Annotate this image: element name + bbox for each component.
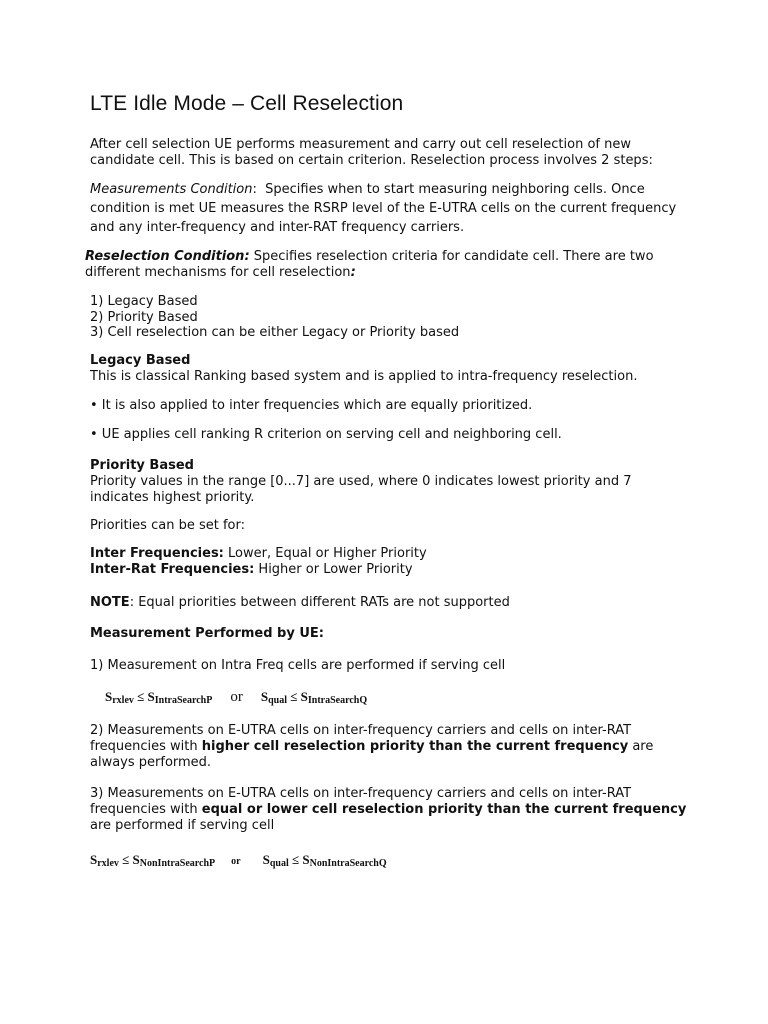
formula-symbol: S: [105, 689, 113, 704]
note-text: : Equal priorities between different RATs are not supported: [129, 595, 510, 610]
formula-subscript: rxlev: [97, 858, 119, 869]
formula-operator: ≤: [118, 852, 133, 867]
page-title: LTE Idle Mode – Cell Reselection: [90, 92, 404, 115]
measurement-heading: Measurement Performed by UE:: [90, 626, 324, 641]
formula-subscript: qual: [268, 695, 287, 706]
formula-symbol: S: [260, 689, 269, 704]
item-3-emphasis: equal or lower cell reselection priority than the current frequency: [201, 802, 687, 817]
formula-subscript: qual: [269, 858, 289, 869]
formula-symbol: S: [90, 852, 98, 867]
formula-symbol: S: [302, 852, 310, 867]
reselection-condition-colon: :: [350, 265, 356, 280]
item-2-text-end: are always performed.: [90, 739, 654, 770]
measurements-condition-separator: :: [252, 182, 257, 197]
priority-heading: Priority Based: [90, 458, 194, 473]
mechanism-list: [90, 294, 459, 341]
item-2-text: 2) Measurements on E-UTRA cells on inter-frequency carriers and cells on inter-RAT frequencies with: [90, 723, 632, 754]
formula-symbol: S: [132, 852, 140, 867]
inter-rat-line: [90, 562, 690, 578]
list-item: 1) Legacy Based: [90, 294, 198, 309]
reselection-condition-paragraph: [85, 249, 685, 281]
priority-text: Priority values in the range [0...7] are used, where 0 indicates lowest priority and 7 indicates highest priority.: [90, 474, 632, 505]
formula-symbol: S: [262, 852, 270, 867]
intro-paragraph: After cell selection UE performs measurement and carry out cell reselection of new candidate cell. This is based on certain criterion. Reselection process involves 2 steps:: [90, 137, 653, 168]
inter-frequencies-text: Lower, Equal or Higher Priority: [223, 546, 427, 561]
formula-intra: [105, 689, 367, 706]
formula-symbol: S: [300, 689, 308, 704]
item-3-text-end: are performed if serving cell: [90, 818, 275, 833]
formula-subscript: NonIntraSearchQ: [309, 858, 387, 869]
inter-rat-label: Inter-Rat Frequencies:: [90, 562, 255, 577]
formula-or: or: [231, 856, 241, 867]
inter-frequencies-label: Inter Frequencies:: [90, 546, 224, 561]
formula-operator: ≤: [288, 852, 303, 867]
legacy-bullet: • UE applies cell ranking R criterion on serving cell and neighboring cell.: [90, 427, 562, 442]
reselection-condition-label: Reselection Condition:: [85, 249, 250, 264]
list-item: 3) Cell reselection can be either Legacy or Priority based: [90, 325, 460, 340]
measurement-item-1: 1) Measurement on Intra Freq cells are performed if serving cell: [90, 658, 506, 673]
legacy-text: This is classical Ranking based system and is applied to intra-frequency reselection.: [90, 369, 638, 384]
formula-or: or: [230, 689, 243, 705]
legacy-heading: Legacy Based: [90, 353, 191, 368]
inter-rat-text: Higher or Lower Priority: [254, 562, 413, 577]
note-line: [90, 595, 690, 611]
item-3-text: 3) Measurements on E-UTRA cells on inter-frequency carriers and cells on inter-RAT frequencies with: [90, 786, 632, 817]
formula-subscript: rxlev: [112, 695, 134, 706]
item-2-emphasis: higher cell reselection priority than the current frequency: [201, 739, 629, 754]
formula-operator: ≤: [133, 689, 148, 704]
inter-frequencies-line: [90, 546, 690, 562]
formula-subscript: IntraSearchP: [154, 695, 213, 706]
list-item: 2) Priority Based: [90, 309, 198, 325]
formula-operator: ≤: [287, 689, 301, 704]
measurements-condition-label: Measurements Condition: [90, 182, 253, 197]
reselection-condition-text: Specifies reselection criteria for candidate cell. There are two different mechanisms for cell reselection: [85, 249, 654, 280]
measurement-item-2: [90, 723, 690, 771]
formula-non-intra: [90, 852, 387, 869]
measurement-item-3: [90, 786, 690, 834]
formula-subscript: NonIntraSearchP: [139, 858, 216, 869]
legacy-bullet: • It is also applied to inter frequencies which are equally prioritized.: [90, 398, 533, 413]
measurements-condition-text: Specifies when to start measuring neighboring cells. Once condition is met UE measures the RSRP level of the E-UTRA cells on the current frequency and any inter-frequency and inter-RAT frequency carriers.: [90, 182, 677, 235]
priorities-set-text: Priorities can be set for:: [90, 518, 245, 533]
measurements-condition-paragraph: [90, 180, 680, 237]
note-label: NOTE: [90, 595, 130, 610]
formula-symbol: S: [147, 689, 155, 704]
formula-subscript: IntraSearchQ: [307, 695, 368, 706]
